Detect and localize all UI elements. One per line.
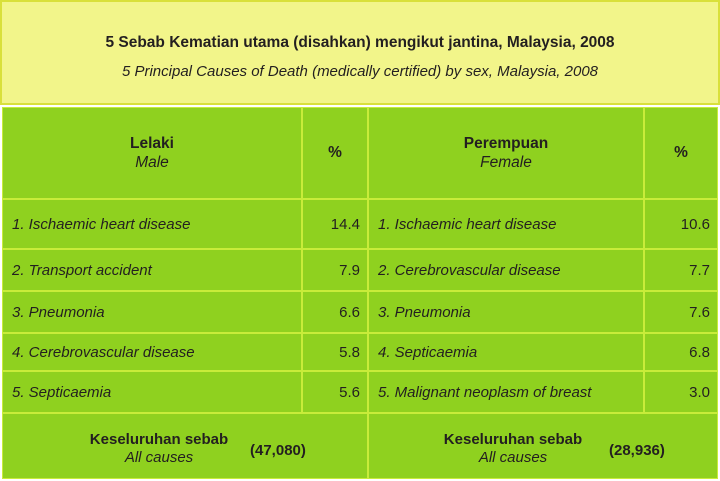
female-pct: 10.6 — [644, 199, 718, 249]
female-cause: 3. Pneumonia — [368, 291, 644, 333]
male-header-malay: Lelaki — [130, 134, 174, 152]
female-pct: 7.7 — [644, 249, 718, 291]
female-cause: 1. Ischaemic heart disease — [368, 199, 644, 249]
female-total-value: (28,936) — [609, 442, 665, 459]
male-pct: 14.4 — [302, 199, 368, 249]
male-total-label-english: All causes — [124, 449, 194, 466]
female-cause: 4. Septicaemia — [368, 333, 644, 371]
male-pct: 5.6 — [302, 371, 368, 413]
female-pct-header: % — [644, 107, 718, 199]
male-total-value: (47,080) — [250, 442, 306, 459]
female-pct: 6.8 — [644, 333, 718, 371]
male-cause: 5. Septicaemia — [2, 371, 302, 413]
male-cause: 4. Cerebrovascular disease — [2, 333, 302, 371]
female-cause: 5. Malignant neoplasm of breast — [368, 371, 644, 413]
male-header-english: Male — [135, 153, 169, 171]
male-cause: 3. Pneumonia — [2, 291, 302, 333]
male-pct: 7.9 — [302, 249, 368, 291]
male-pct: 6.6 — [302, 291, 368, 333]
female-total-label-english: All causes — [478, 449, 548, 466]
female-header-english: Female — [480, 153, 532, 171]
female-pct: 3.0 — [644, 371, 718, 413]
female-header-malay: Perempuan — [463, 134, 549, 152]
male-pct-header: % — [302, 107, 368, 199]
male-pct: 5.8 — [302, 333, 368, 371]
male-total-label — [53, 431, 265, 466]
male-cause: 1. Ischaemic heart disease — [2, 199, 302, 249]
female-pct: 7.6 — [644, 291, 718, 333]
male-cause: 2. Transport accident — [2, 249, 302, 291]
male-header — [2, 107, 302, 199]
title-box — [0, 0, 720, 105]
female-total-label — [407, 431, 619, 466]
female-header — [368, 107, 644, 199]
male-total-label-malay: Keseluruhan sebab — [89, 431, 229, 448]
female-cause: 2. Cerebrovascular disease — [368, 249, 644, 291]
male-total-cell — [2, 413, 368, 479]
female-total-label-malay: Keseluruhan sebab — [443, 431, 583, 448]
title-english: 5 Principal Causes of Death (medically certified) by sex, Malaysia, 2008 — [121, 63, 599, 80]
female-total-cell — [368, 413, 718, 479]
title-malay: 5 Sebab Kematian utama (disahkan) mengikut jantina, Malaysia, 2008 — [105, 34, 615, 51]
